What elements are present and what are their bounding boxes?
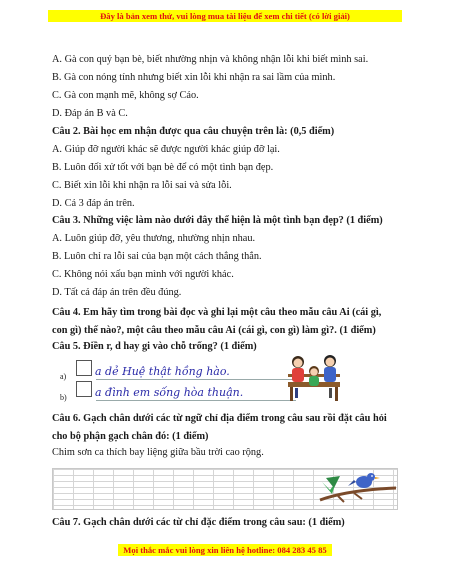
q5-answer-box-b[interactable] <box>76 381 92 397</box>
q3-option-b: B. Luôn chỉ ra lỗi sai của bạn một cách thẳng thắn. <box>52 251 262 262</box>
q1-option-a: A. Gà con quý bạn bè, biết nhường nhịn và không nhận lỗi khi biết mình sai. <box>52 54 369 65</box>
q2-option-c: C. Biết xin lỗi khi nhận ra lỗi sai và sửa lỗi. <box>52 180 232 191</box>
q1-option-d: D. Đáp án B và C. <box>52 108 128 119</box>
q5-item-a-text: a dẻ Huệ thật hồng hào. <box>95 365 230 378</box>
q5-title: Câu 5. Điền r, d hay gi vào chỗ trống? (1 điểm) <box>52 341 257 352</box>
q6-sentence: Chim sơn ca thích bay liệng giữa bầu trời cao rộng. <box>52 447 264 458</box>
q2-option-d: D. Cả 3 đáp án trên. <box>52 198 135 209</box>
writing-rule <box>96 400 296 401</box>
q1-option-b: B. Gà con nóng tính nhưng biết xin lỗi khi nhận ra sai lầm của mình. <box>52 72 336 83</box>
q6-title: Câu 6. Gạch chân dưới các từ ngữ chỉ địa điểm trong câu sau rồi đặt câu hỏi cho bộ phận gạch chân đó: (1 điểm) <box>52 413 387 442</box>
q5-answer-box-a[interactable] <box>76 360 92 376</box>
q5-item-b-text: a đình em sống hòa thuận. <box>95 386 244 399</box>
q3-option-a: A. Luôn giúp đỡ, yêu thương, nhường nhịn nhau. <box>52 233 256 244</box>
hotline-footer: Mọi thắc mắc vui lòng xin liên hệ hotline: 084 283 45 85 <box>118 544 332 556</box>
family-illustration <box>282 352 346 404</box>
q2-title: Câu 2. Bài học em nhận được qua câu chuyện trên là: (0,5 điểm) <box>52 126 335 137</box>
writing-rule <box>96 379 296 380</box>
q2-option-a: A. Giúp đỡ người khác sẽ được người khác giúp đỡ lại. <box>52 144 280 155</box>
q5-marker-a: a) <box>60 372 67 381</box>
bird-illustration <box>318 468 398 510</box>
preview-banner: Đây là bản xem thử, vui lòng mua tài liệu để xem chi tiết (có lời giải) <box>48 10 402 22</box>
q5-marker-b: b) <box>60 393 67 402</box>
q2-option-b: B. Luôn đối xử tốt với bạn bè để có một tình bạn đẹp. <box>52 162 274 173</box>
q3-option-c: C. Không nói xấu bạn mình với người khác. <box>52 269 234 280</box>
q4-title: Câu 4. Em hãy tìm trong bài đọc và ghi lại một câu theo mẫu câu Ai (cái gì, con gì) thế nào?, một câu theo mẫu câu Ai (cái gì, con gì) làm gì?. (1 điểm) <box>52 307 382 336</box>
q7-title: Câu 7. Gạch chân dưới các từ chỉ đặc điểm trong câu sau: (1 điểm) <box>52 517 345 528</box>
q3-option-d: D. Tất cả đáp án trên đều đúng. <box>52 287 182 298</box>
q1-option-c: C. Gà con mạnh mẽ, không sợ Cáo. <box>52 90 199 101</box>
q3-title: Câu 3. Những việc làm nào dưới đây thể hiện là một tình bạn đẹp? (1 điểm) <box>52 215 383 226</box>
